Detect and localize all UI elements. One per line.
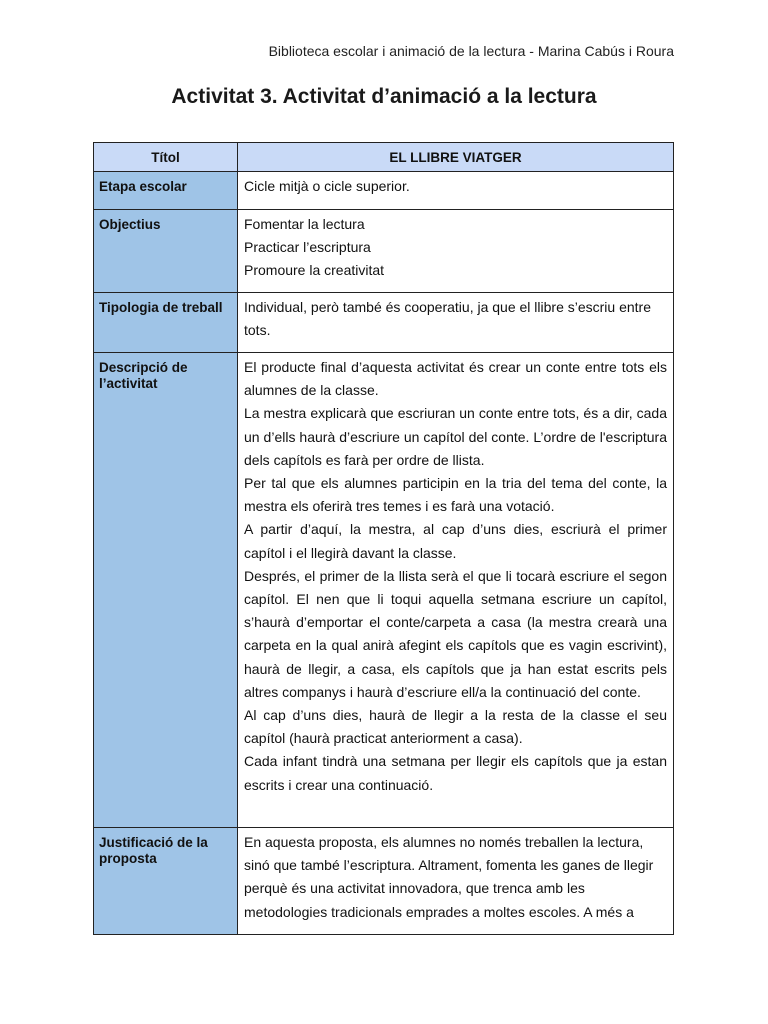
header-label-cell: Títol <box>94 143 238 172</box>
header-value-cell: EL LLIBRE VIATGER <box>238 143 674 172</box>
row-value <box>238 210 674 293</box>
row-line: Després, el primer de la llista serà el que li tocarà escriure el segon capítol. El nen que li toqui aquella setmana escriure un capítol, s’haurà d’emportar el conte/carpeta a casa (la mestra crearà una carpeta en la qual anirà afegint els capítols que es vagin escrivint), haurà de llegir, a casa, els capítols que ja han estat escrits pels altres companys i haurà d’escriure ell/a la continuació del conte. <box>244 567 667 700</box>
row-label: Objectius <box>94 210 238 293</box>
row-line: Cicle mitjà o cicle superior. <box>244 178 410 194</box>
activity-table <box>93 142 674 935</box>
row-line: Practicar l’escriptura <box>244 239 371 256</box>
row-label: Etapa escolar <box>94 172 238 210</box>
table-header-row <box>94 143 674 172</box>
row-line: Individual, però també és cooperatiu, ja que el llibre s’escriu entre tots. <box>244 299 652 339</box>
row-line: Al cap d’uns dies, haurà de llegir a la resta de la classe el seu capítol (haurà practicat anteriorment a casa). <box>244 707 667 747</box>
row-label: Descripció de l’activitat <box>94 353 238 828</box>
row-value <box>238 353 674 828</box>
table-row-descripcio <box>94 353 674 828</box>
row-value <box>238 828 674 935</box>
row-value <box>238 293 674 353</box>
table-row-etapa-escolar <box>94 172 674 210</box>
page-title: Activitat 3. Activitat d’animació a la lectura <box>171 85 597 108</box>
table-row-justificacio <box>94 828 674 935</box>
row-line: El producte final d’aquesta activitat és crear un conte entre tots els alumnes de la classe. <box>244 359 667 399</box>
row-line: La mestra explicarà que escriuran un conte entre tots, és a dir, cada un d’ells haurà d’escriure un capítol del conte. L’ordre de l'escriptura dels capítols es farà per ordre de llista. <box>244 405 667 468</box>
table-row-tipologia-de-treball <box>94 293 674 353</box>
row-line: En aquesta proposta, els alumnes no només treballen la lectura, sinó que també l’escriptura. Altrament, fomenta les ganes de llegir perquè és una activitat innovadora, que trenca amb les metodologies tradicionals emprades a moltes escoles. A més a <box>244 834 654 920</box>
running-header: Biblioteca escolar i animació de la lectura - Marina Cabús i Roura <box>268 43 674 59</box>
row-label: Justificació de la proposta <box>94 828 238 935</box>
row-line: Promoure la creativitat <box>244 262 385 279</box>
row-line: Fomentar la lectura <box>244 216 365 232</box>
row-line: A partir d’aquí, la mestra, al cap d’uns dies, escriurà el primer capítol i el llegirà davant la classe. <box>244 521 667 561</box>
row-value <box>238 172 674 210</box>
row-line: Per tal que els alumnes participin en la tria del tema del conte, la mestra els oferirà tres temes i es farà una votació. <box>244 475 667 515</box>
row-line: Cada infant tindrà una setmana per llegir els capítols que ja estan escrits i crear una continuació. <box>244 753 667 793</box>
row-label: Tipologia de treball <box>94 293 238 353</box>
table-row-objectius <box>94 210 674 293</box>
